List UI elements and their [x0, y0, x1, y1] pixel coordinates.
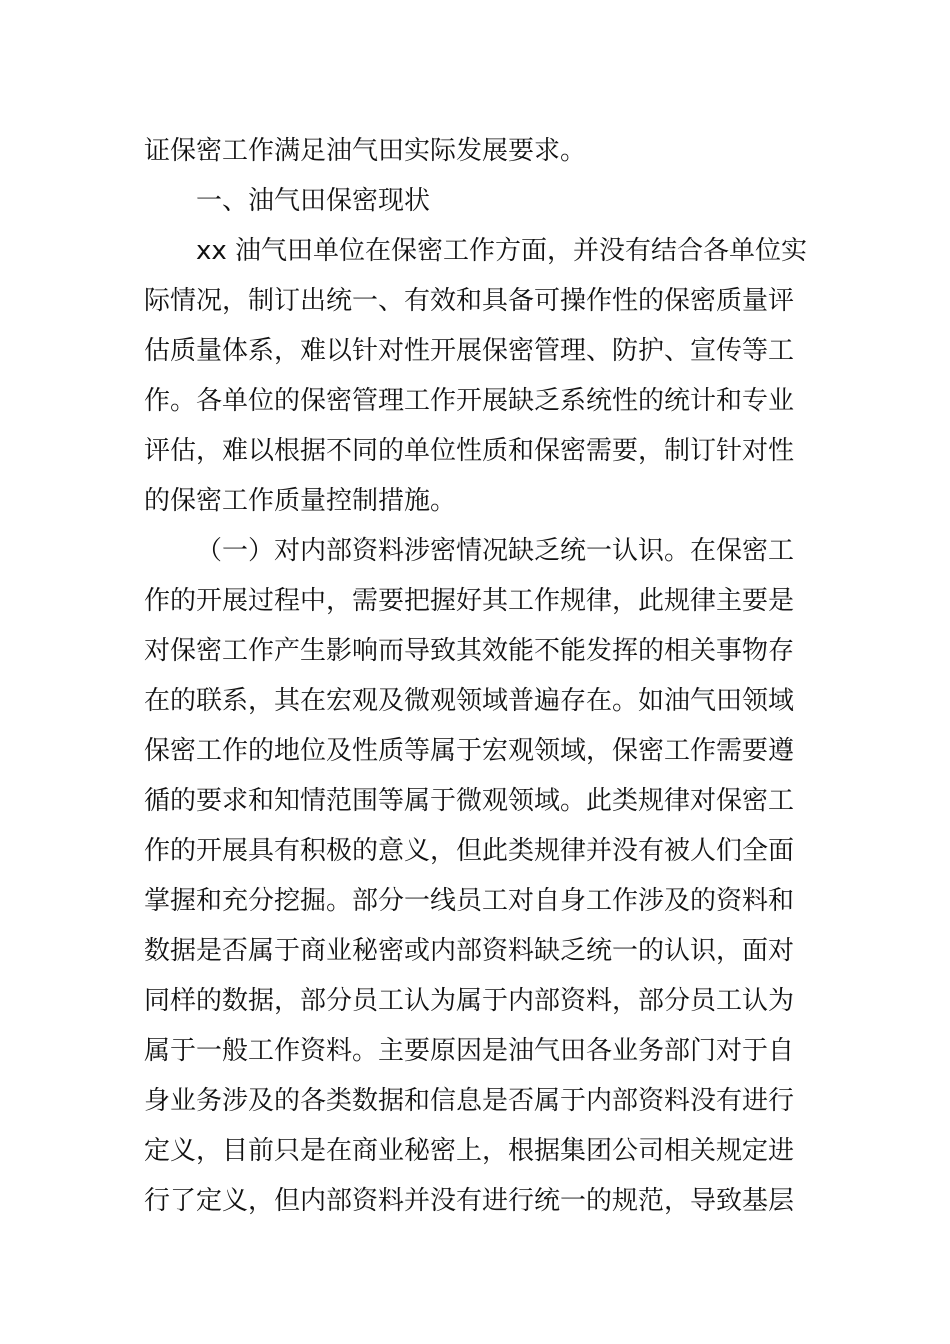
- text-line: xx 油气田单位在保密工作方面，并没有结合各单位实: [196, 236, 808, 266]
- text-line: 估质量体系，难以针对性开展保密管理、防护、宣传等工: [144, 336, 795, 366]
- text-line: 作。各单位的保密管理工作开展缺乏系统性的统计和专业: [144, 386, 795, 416]
- text-line: 同样的数据，部分员工认为属于内部资料，部分员工认为: [144, 986, 795, 1016]
- section-heading: 一、油气田保密现状: [196, 186, 431, 216]
- text-line: 作的开展具有积极的意义，但此类规律并没有被人们全面: [144, 836, 795, 866]
- body-text: [144, 126, 810, 1226]
- text-line: 定义，目前只是在商业秘密上，根据集团公司相关规定进: [144, 1136, 795, 1166]
- text-line: 的保密工作质量控制措施。: [144, 486, 457, 516]
- text-line: 际情况，制订出统一、有效和具备可操作性的保密质量评: [144, 286, 795, 316]
- text-line: 评估，难以根据不同的单位性质和保密需要，制订针对性: [144, 436, 795, 466]
- text-line: 数据是否属于商业秘密或内部资料缺乏统一的认识，面对: [144, 936, 795, 966]
- text-line: 在的联系，其在宏观及微观领域普遍存在。如油气田领域: [144, 686, 795, 716]
- text-line: 对保密工作产生影响而导致其效能不能发挥的相关事物存: [144, 636, 795, 666]
- text-line: 作的开展过程中，需要把握好其工作规律，此规律主要是: [144, 586, 795, 616]
- text-line: 循的要求和知情范围等属于微观领域。此类规律对保密工: [144, 786, 795, 816]
- text-line: 保密工作的地位及性质等属于宏观领域，保密工作需要遵: [144, 736, 795, 766]
- text-line: 身业务涉及的各类数据和信息是否属于内部资料没有进行: [144, 1086, 795, 1116]
- text-line: 证保密工作满足油气田实际发展要求。: [144, 136, 587, 166]
- text-line: 行了定义，但内部资料并没有进行统一的规范，导致基层: [144, 1186, 795, 1216]
- subsection-heading: （一）对内部资料涉密情况缺乏统一认识。在保密工: [196, 536, 795, 566]
- text-line: 掌握和充分挖掘。部分一线员工对自身工作涉及的资料和: [144, 886, 795, 916]
- text-line: 属于一般工作资料。主要原因是油气田各业务部门对于自: [144, 1036, 795, 1066]
